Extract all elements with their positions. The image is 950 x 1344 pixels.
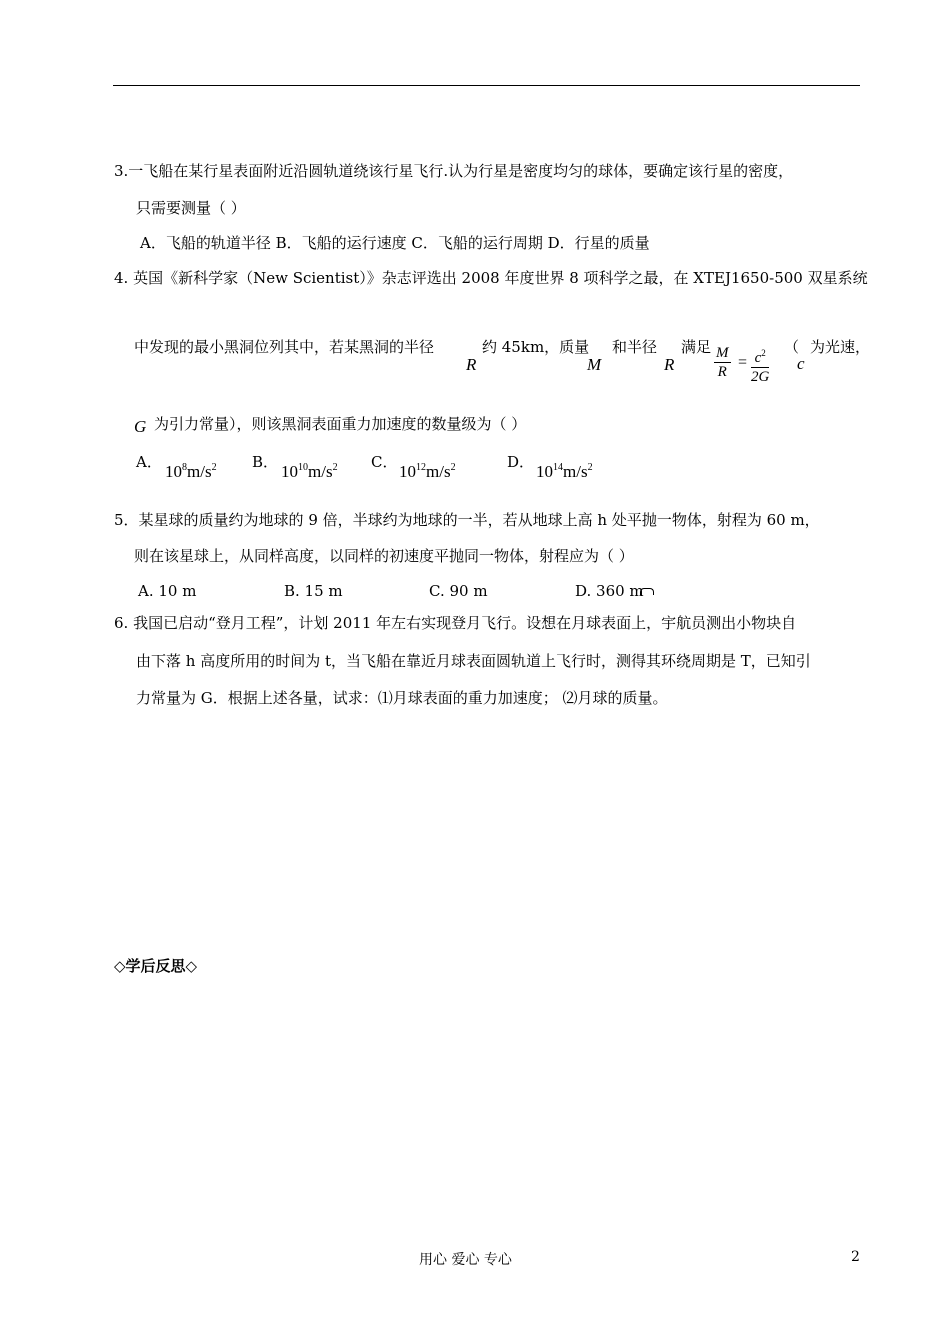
- q4-line-2d: 满足: [681, 338, 712, 356]
- q3-line-2: 只需要测量（ ）: [136, 199, 246, 217]
- q6-line-2: 由下落 h 高度所用的时间为 t，当飞船在靠近月球表面圆轨道上飞行时，测得其环绕周期是 T，已知引: [136, 652, 811, 670]
- fraction-numerator: M: [716, 345, 729, 361]
- equals-sign: =: [738, 354, 748, 371]
- q4-line-1: 4. 英国《新科学家（New Scientist）》杂志评选出 2008 年度世界 8 项科学之最，在 XTEJ1650-500 双星系统: [114, 269, 868, 287]
- q3-options: A．飞船的轨道半径 B．飞船的运行速度 C．飞船的运行周期 D．行星的质量: [140, 234, 650, 252]
- q4-line-2c: 和半径: [612, 338, 658, 356]
- q4-var-c: c: [797, 354, 805, 373]
- fraction-c2-over-2g: [751, 344, 769, 386]
- fraction-denominator: 2G: [751, 369, 770, 385]
- reflection-heading: ◇学后反思◇: [114, 957, 198, 975]
- q5-line-2: 则在该星球上，从同样高度，以同样的初速度平抛同一物体，射程应为（ ）: [134, 547, 634, 565]
- q5-option-c: C. 90 m: [429, 582, 488, 600]
- fraction-m-over-r: [714, 344, 731, 381]
- q4-line-2a: 中发现的最小黑洞位列其中，若某黑洞的半径: [134, 338, 435, 356]
- q4-var-g: G: [134, 417, 147, 436]
- q4-option-b-value: $10^{10}m/s^2$: [281, 462, 338, 481]
- exponent: 2: [761, 348, 766, 358]
- q4-option-a-label: A．: [136, 453, 162, 471]
- q5-option-d: D. 360 m: [575, 582, 644, 600]
- q4-option-a-value: $10^8m/s^2$: [165, 462, 217, 481]
- page-number: 2: [851, 1249, 860, 1265]
- q4-option-d-value: $10^{14}m/s^2$: [536, 462, 593, 481]
- q4-line-2e: 为光速，: [810, 338, 871, 356]
- q4-var-m: M: [587, 355, 602, 374]
- q6-line-3: 力常量为 G．根据上述各量，试求：⑴月球表面的重力加速度； ⑵月球的质量。: [136, 689, 668, 707]
- footer-motto: 用心 爱心 专心: [419, 1252, 512, 1268]
- q4-option-c-label: C．: [371, 453, 398, 471]
- q6-line-1: 6. 我国已启动“登月工程”，计划 2011 年左右实现登月飞行。设想在月球表面上，宇航员测出小物块自: [114, 614, 797, 632]
- q4-line-3: 为引力常量），则该黑洞表面重力加速度的数量级为（ ）: [154, 415, 527, 433]
- open-paren: （: [784, 338, 800, 356]
- edit-mark: [640, 588, 654, 595]
- q4-line-2b: 约 45km，质量: [482, 338, 590, 356]
- q4-option-b-label: B．: [252, 453, 279, 471]
- q3-line-1: 3.一飞船在某行星表面附近沿圆轨道绕该行星飞行.认为行星是密度均匀的球体，要确定该行星的密度，: [114, 162, 794, 180]
- header-rule: [113, 85, 860, 86]
- q5-option-b: B. 15 m: [284, 582, 343, 600]
- q5-option-a: A. 10 m: [138, 582, 197, 600]
- q4-option-c-value: $10^{12}m/s^2$: [399, 462, 456, 481]
- q4-option-d-label: D．: [507, 453, 535, 471]
- q5-line-1: 5．某星球的质量约为地球的 9 倍，半球约为地球的一半，若从地球上高 h 处平抛一物体，射程为 60 m，: [114, 511, 820, 529]
- q4-var-r2: R: [664, 355, 675, 374]
- var-c: c: [754, 350, 762, 366]
- fraction-numerator: [751, 344, 769, 368]
- q4-var-r: R: [466, 355, 477, 374]
- fraction-denominator: R: [717, 364, 727, 380]
